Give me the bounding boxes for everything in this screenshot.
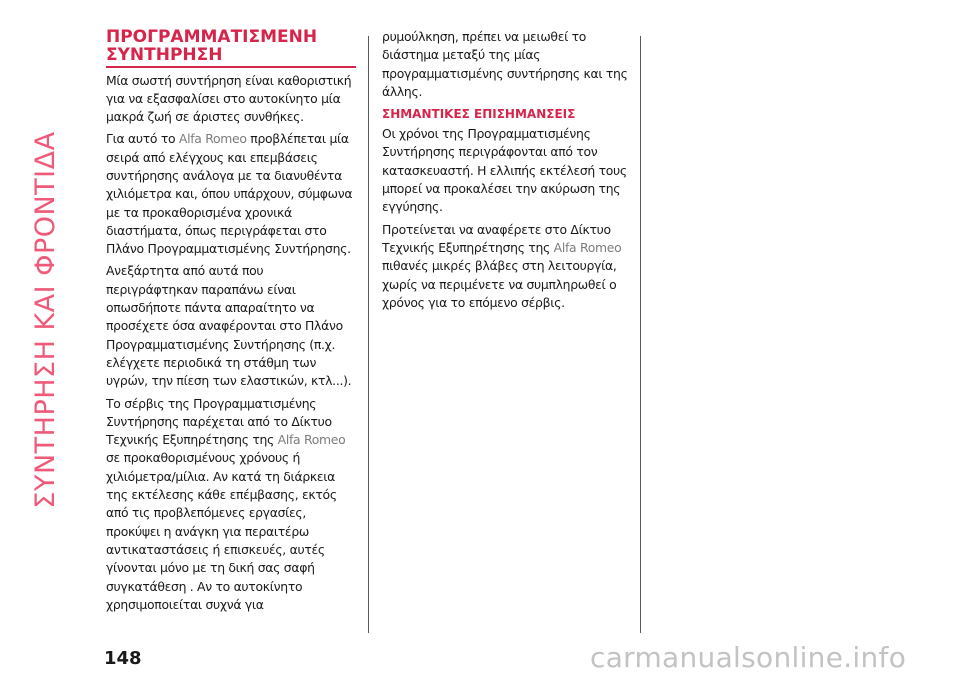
watermark: carmanualsonline.info [590,641,907,674]
paragraph-checks: Ανεξάρτητα από αυτά που περιγράφτηκαν παραπάνω είναι οπωσδήποτε πάντα απαραίτητο να προσέχετε όσα αναφέρονται στο Πλάνο Προγραμματισμένης Συντήρησης (π.χ. ελέγχετε περιοδικά τη στάθμη των υγρών, την πίεση των ελαστικών, κτλ...). [106,263,352,389]
paragraph-warranty: Οι χρόνοι της Προγραμματισμένης Συντήρησης περιγράφονται από τον κατασκευαστή. Η ελλιπής εκτέλεσή τους μπορεί να προκαλέσει την ακύρωση της εγγύησης. [382,126,627,215]
section-heading: ΠΡΟΓΡΑΜΜΑΤΙΣΜΕΝΗ ΣΥΝΤΗΡΗΣΗ [106,27,318,65]
paragraph-text: πιθανές μικρές βλάβες στη λειτουργία, χωρίς να περιμένετε να συμπληρωθεί ο χρόνος για το επόμενο σέρβις. [382,258,617,310]
brand-name: Alfa Romeo [553,239,622,255]
brand-name: Alfa Romeo [178,131,247,147]
paragraph-report-faults [382,221,632,312]
paragraph-service [106,395,358,615]
column-divider [368,36,369,633]
left-column [106,28,358,618]
paragraph-text: Το σέρβις της Προγραμματισμένης Συντήρησης παρέχεται από το Δίκτυο Τεχνικής Εξυπηρέτησης της [106,395,332,448]
paragraph-intro: Μία σωστή συντήρηση είναι καθοριστική για να εξασφαλίσει στο αυτοκίνητο μία μακρά ζωή σε άριστες συνθήκες. [106,72,352,125]
paragraph-towing: ρυμούλκηση, πρέπει να μειωθεί το διάστημα μεταξύ της μίας προγραμματισμένης συντήρησης και της άλλης. [382,29,628,99]
paragraph-text: προβλέπεται μία σειρά από ελέγχους και επεμβάσεις συντήρησης ανάλογα με τα διανυθέντα χιλιόμετρα και, όπου υπάρχουν, σύμφωνα με τα προκαθορισμένα χρονικά διαστήματα, όπως περιγράφεται στο Πλάνο Προγραμματισμένης Συντήρησης. [106,131,353,257]
right-column [382,28,632,316]
paragraph-text: Προτείνεται να αναφέρετε στο Δίκτυο Τεχνικής Εξυπηρέτησης της [382,221,611,255]
paragraph-schedule [106,130,358,258]
page-number: 148 [104,648,142,669]
heading-underline [106,66,356,68]
important-notes-heading: ΣΗΜΑΝΤΙΚΕΣ ΕΠΙΣΗΜΑΝΣΕΙΣ [382,107,576,122]
brand-name: Alfa Romeo [277,432,346,448]
column-divider [640,36,641,633]
section-side-title: ΣΥΝΤΗΡΗΣΗ ΚΑΙ ΦΡΟΝΤΙΔΑ [30,131,61,509]
paragraph-text: Για αυτό το [106,131,179,147]
paragraph-text: σε προκαθορισμένους χρόνους ή χιλιόμετρα/μίλια. Αν κατά τη διάρκεια της εκτέλεσης κάθε επέμβασης, εκτός από τις προβλεπόμενες εργασίες, προκύψει η ανάγκη για περαιτέρω αντικαταστάσεις ή επισκευές, αυτές γίνονται μόνο με τη δική σας σαφή συγκατάθεση . Αν το αυτοκίνητο χρησιμοποιείται συχνά για [106,450,337,612]
